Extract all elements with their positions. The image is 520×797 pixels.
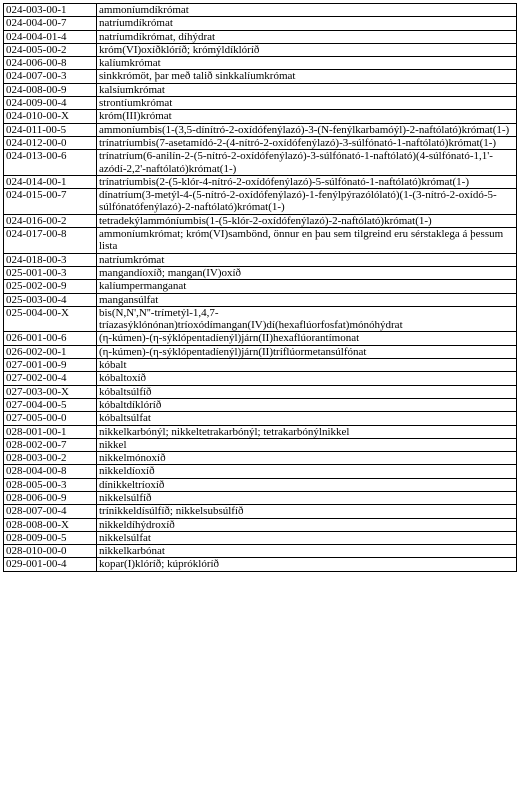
table-row <box>4 452 517 465</box>
table-row <box>4 150 517 176</box>
table-row <box>4 306 517 332</box>
index-number-cell: 027-001-00-9 <box>4 359 97 372</box>
index-number-cell: 024-017-00-8 <box>4 228 97 254</box>
index-number-cell: 025-002-00-9 <box>4 280 97 293</box>
table-row <box>4 97 517 110</box>
index-number-cell: 028-006-00-9 <box>4 491 97 504</box>
substance-name-cell: nikkelmónoxíð <box>97 452 517 465</box>
table-row <box>4 17 517 30</box>
substance-name-cell: kopar(I)klóríð; kúpróklóríð <box>97 558 517 571</box>
table-row <box>4 412 517 425</box>
substance-name-cell: kalíumpermanganat <box>97 280 517 293</box>
index-number-cell: 024-005-00-2 <box>4 43 97 56</box>
substance-name-cell: natríumkrómat <box>97 253 517 266</box>
substance-name-cell: dínatríum(3-metýl-4-(5-nítró-2-oxídófenýlazó)-1-fenýlpýrazólólató)(1-(3-nítró-2-oxídó-5-súlfónatófenýlazó)-2-naftólató)krómat(1-) <box>97 189 517 215</box>
table-row <box>4 332 517 345</box>
table-row <box>4 4 517 17</box>
index-number-cell: 024-008-00-9 <box>4 83 97 96</box>
table-row <box>4 110 517 123</box>
substance-name-cell: kalíumkrómat <box>97 57 517 70</box>
substance-name-cell: ammoníumdíkrómat <box>97 4 517 17</box>
index-number-cell: 028-010-00-0 <box>4 545 97 558</box>
index-number-cell: 024-004-00-7 <box>4 17 97 30</box>
substance-name-cell: ammoníumkrómat; króm(VI)sambönd, önnur en þau sem tilgreind eru sérstaklega á þessum lista <box>97 228 517 254</box>
table-row <box>4 385 517 398</box>
index-number-cell: 024-012-00-0 <box>4 136 97 149</box>
index-number-cell: 029-001-00-4 <box>4 558 97 571</box>
substance-name-cell: nikkelkarbónýl; nikkeltetrakarbónýl; tetrakarbónýlnikkel <box>97 425 517 438</box>
index-number-cell: 027-003-00-X <box>4 385 97 398</box>
substance-name-cell: tetradekýlammóníumbis(1-(5-klór-2-oxídófenýlazó)-2-naftólató)krómat(1-) <box>97 214 517 227</box>
table-row <box>4 83 517 96</box>
index-number-cell: 024-004-01-4 <box>4 30 97 43</box>
table-row <box>4 372 517 385</box>
table-row <box>4 518 517 531</box>
substance-name-cell: ammoníumbis(1-(3,5-dínítró-2-oxídófenýlazó)-3-(N-fenýlkarbamóýl)-2-naftólató)krómat(1-) <box>97 123 517 136</box>
table-row <box>4 253 517 266</box>
document-page <box>3 3 517 572</box>
table-row <box>4 438 517 451</box>
index-number-cell: 024-011-00-5 <box>4 123 97 136</box>
table-row <box>4 505 517 518</box>
table-row <box>4 136 517 149</box>
table-row <box>4 345 517 358</box>
table-row <box>4 189 517 215</box>
table-row <box>4 30 517 43</box>
substance-name-cell: natríumdíkrómat, díhýdrat <box>97 30 517 43</box>
index-number-cell: 026-002-00-1 <box>4 345 97 358</box>
table-row <box>4 545 517 558</box>
table-row <box>4 43 517 56</box>
table-row <box>4 57 517 70</box>
index-number-cell: 024-014-00-1 <box>4 175 97 188</box>
index-number-cell: 024-013-00-6 <box>4 150 97 176</box>
table-row <box>4 359 517 372</box>
index-number-cell: 027-002-00-4 <box>4 372 97 385</box>
substance-name-cell: nikkelsúlfíð <box>97 491 517 504</box>
substance-name-cell: kóbaltsúlfíð <box>97 385 517 398</box>
index-number-cell: 024-007-00-3 <box>4 70 97 83</box>
index-number-cell: 024-009-00-4 <box>4 97 97 110</box>
substance-name-cell: króm(III)krómat <box>97 110 517 123</box>
index-number-cell: 028-002-00-7 <box>4 438 97 451</box>
table-row <box>4 266 517 279</box>
table-row <box>4 491 517 504</box>
index-number-cell: 026-001-00-6 <box>4 332 97 345</box>
substance-name-cell: kalsíumkrómat <box>97 83 517 96</box>
substance-name-cell: nikkel <box>97 438 517 451</box>
index-number-cell: 028-004-00-8 <box>4 465 97 478</box>
substance-name-cell: (η-kúmen)-(η-sýklópentadíenýl)járn(II)tríflúormetansúlfónat <box>97 345 517 358</box>
table-row <box>4 398 517 411</box>
table-row <box>4 123 517 136</box>
table-row <box>4 228 517 254</box>
index-number-cell: 024-006-00-8 <box>4 57 97 70</box>
substance-name-cell: strontíumkrómat <box>97 97 517 110</box>
index-number-cell: 028-003-00-2 <box>4 452 97 465</box>
table-row <box>4 70 517 83</box>
substance-name-cell: mangansúlfat <box>97 293 517 306</box>
index-number-cell: 024-018-00-3 <box>4 253 97 266</box>
substance-name-cell: nikkeldíoxíð <box>97 465 517 478</box>
substance-name-cell: natríumdíkrómat <box>97 17 517 30</box>
index-number-cell: 024-003-00-1 <box>4 4 97 17</box>
substance-table-body <box>4 4 517 572</box>
substance-name-cell: kóbaltoxíð <box>97 372 517 385</box>
substance-name-cell: (η-kúmen)-(η-sýklópentadíenýl)járn(II)hexaflúorantímonat <box>97 332 517 345</box>
table-row <box>4 531 517 544</box>
index-number-cell: 024-016-00-2 <box>4 214 97 227</box>
index-number-cell: 028-008-00-X <box>4 518 97 531</box>
table-row <box>4 280 517 293</box>
index-number-cell: 027-005-00-0 <box>4 412 97 425</box>
index-number-cell: 028-007-00-4 <box>4 505 97 518</box>
index-number-cell: 025-003-00-4 <box>4 293 97 306</box>
index-number-cell: 028-005-00-3 <box>4 478 97 491</box>
substance-name-cell: mangandíoxíð; mangan(IV)oxíð <box>97 266 517 279</box>
table-row <box>4 465 517 478</box>
index-number-cell: 028-001-00-1 <box>4 425 97 438</box>
substance-name-cell: trínatríum(6-anilín-2-(5-nítró-2-oxídófenýlazó)-3-súlfónató-1-naftólató)(4-súlfónató-1,1'-azódí-2,2'-naftólató)krómat(1-) <box>97 150 517 176</box>
substance-table <box>3 3 517 572</box>
substance-name-cell: bis(N,N',N''-trímetýl-1,4,7-tríazasýklónónan)tríoxódímangan(IV)dí(hexaflúorfosfat)mónóhýdrat <box>97 306 517 332</box>
substance-name-cell: trínikkeldísúlfíð; nikkelsubsúlfíð <box>97 505 517 518</box>
substance-name-cell: trínatríumbis(2-(5-klór-4-nítró-2-oxídófenýlazó)-5-súlfónató-1-naftólató)krómat(1-) <box>97 175 517 188</box>
table-row <box>4 425 517 438</box>
substance-name-cell: nikkelkarbónat <box>97 545 517 558</box>
substance-name-cell: króm(VI)oxíðklóríð; krómýldíklóríð <box>97 43 517 56</box>
index-number-cell: 028-009-00-5 <box>4 531 97 544</box>
index-number-cell: 025-001-00-3 <box>4 266 97 279</box>
index-number-cell: 024-010-00-X <box>4 110 97 123</box>
substance-name-cell: kóbaltdíklóríð <box>97 398 517 411</box>
substance-name-cell: dínikkeltríoxíð <box>97 478 517 491</box>
table-row <box>4 478 517 491</box>
substance-name-cell: trínatríumbis(7-asetamídó-2-(4-nítró-2-oxídófenýlazó)-3-súlfónató-1-naftólató)krómat(1-) <box>97 136 517 149</box>
index-number-cell: 024-015-00-7 <box>4 189 97 215</box>
substance-name-cell: nikkeldíhýdroxíð <box>97 518 517 531</box>
substance-name-cell: kóbalt <box>97 359 517 372</box>
index-number-cell: 027-004-00-5 <box>4 398 97 411</box>
index-number-cell: 025-004-00-X <box>4 306 97 332</box>
substance-name-cell: nikkelsúlfat <box>97 531 517 544</box>
substance-name-cell: kóbaltsúlfat <box>97 412 517 425</box>
table-row <box>4 214 517 227</box>
table-row <box>4 558 517 571</box>
table-row <box>4 293 517 306</box>
table-row <box>4 175 517 188</box>
substance-name-cell: sinkkrómöt, þar með talið sinkkalíumkrómat <box>97 70 517 83</box>
